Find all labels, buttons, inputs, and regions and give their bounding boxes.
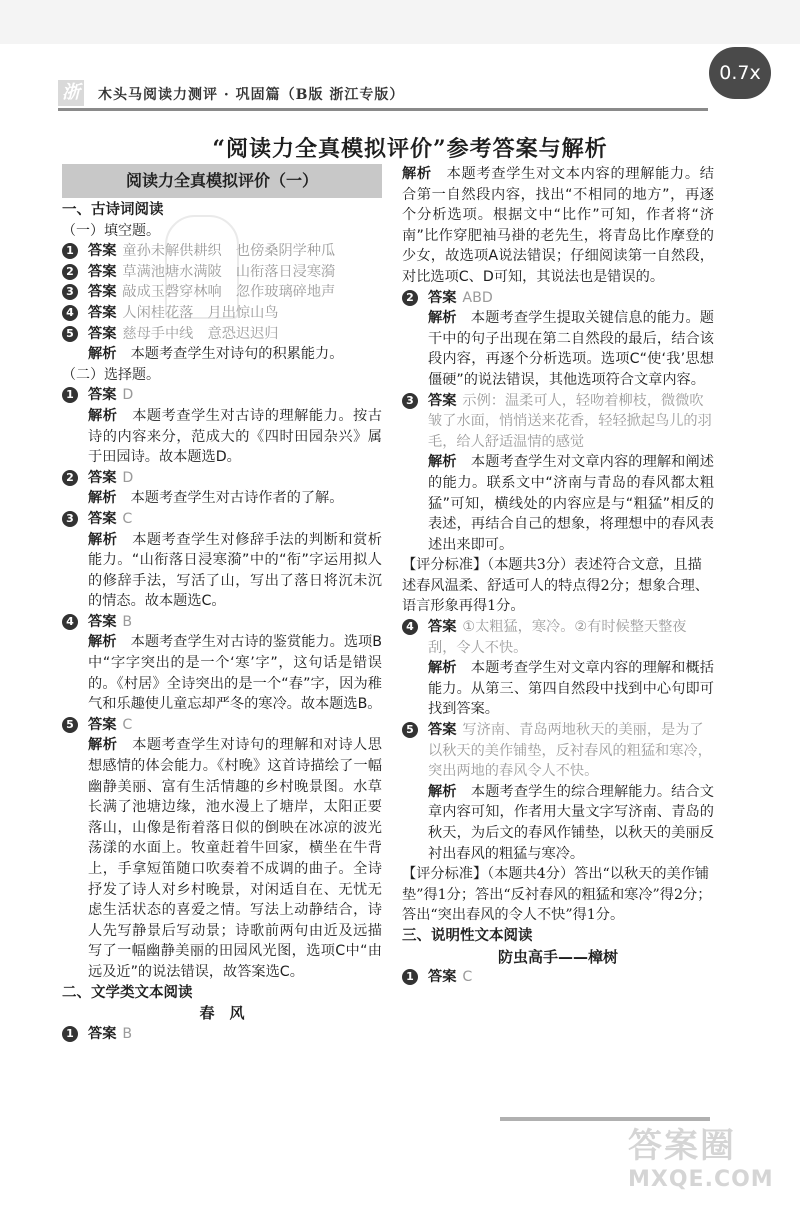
choice-explanation-3: 解析 本题考查学生对修辞手法的判断和赏析能力。“山衔落日浸寒漪”中的“衔”字运用拟人的修辞手法，写活了山，写出了落日将沉未沉的情态。故本题选C。 [88,531,382,610]
section-heading-expository: 三、说明性文本阅读 [402,927,533,944]
left-column [62,164,382,1044]
choice-item-2: 2 答案 D [62,468,382,489]
top-bar [0,0,800,44]
choice-explanation-1: 解析 本题考查学生对古诗的理解能力。按古诗的内容来分，范成大的《四时田园杂兴》属于田园诗。故本题选D。 [88,407,382,466]
choice-explanation-2: 解析 本题考查学生对古诗作者的了解。 [88,490,344,507]
fill-item-4: 4 答案 人闲桂花落 月出惊山鸟 [62,303,382,324]
subsection-fill-blank: （一）填空题。 [62,222,160,239]
fill-item-3: 3 答案 敲成玉磬穿林响 忽作玻璃碎地声 [62,282,382,303]
article-answer-1: 1 答案 B [62,1024,382,1045]
series-title: 木头马阅读力测评 · 巩固篇（B版 浙江专版） [98,87,405,103]
answer-item-3: 3 答案 示例：温柔可人，轻吻着柳枝，微微吹皱了水面，悄悄送来花香，轻轻掀起鸟儿的羽毛，给人舒适温情的感觉 [402,391,714,453]
subsection-choice: （二）选择题。 [62,366,160,383]
article-title-zhangshu: 防虫高手——樟树 [497,947,618,966]
fill-item-2: 2 答案 草满池塘水满陂 山衔落日浸寒漪 [62,262,382,283]
explanation-3: 解析 本题考查学生对文章内容的理解和阐述的能力。联系文中“济南与青岛的春风都太粗猛”可知，横线处的内容应是与“粗猛”相反的表述，再结合自己的想象，将理想中的春风表述出来即可。 [428,454,714,553]
scoring-standard-5: 【评分标准】（本题共4分）答出“以秋天的美作铺垫”得1分；答出“反衬春风的粗猛和寒冷”得2分；答出“突出春风的令人不快”得1分。 [402,866,712,924]
explanation-2: 解析 本题考查学生提取关键信息的能力。题干中的句子出现在第二自然段的最后，结合该段内容，再逐个分析选项。选项C“使‘我’思想僵硬”的说法错误，其他选项符合文章内容。 [428,310,714,388]
section-heading-poetry: 一、古诗词阅读 [62,202,164,218]
choice-item-4: 4 答案 B [62,612,382,633]
section-heading-literature: 二、文学类文本阅读 [62,984,193,1001]
section-banner: 阅读力全真模拟评价（一） [62,164,382,198]
watermark-logo-text: 答案圈 [628,1126,736,1166]
explanation-5: 解析 本题考查学生的综合理解能力。结合文章内容可知，作者用大量文字写济南、青岛的秋天，为后文的春风作铺垫，以秋天的美丽反衬出春风的粗猛与寒冷。 [428,783,714,862]
choice-item-3: 3 答案 C [62,509,382,530]
answer-item-2: 2 答案 ABD [402,288,714,309]
fill-item-1: 1 答案 童孙未解供耕织 也傍桑阴学种瓜 [62,241,382,262]
article-answer-1-right: 1 答案 C [402,967,714,988]
fill-explanation: 解析 本题考查学生对诗句的积累能力。 [88,346,344,363]
choice-explanation-5: 解析 本题考查学生对诗句的理解和对诗人思想感情的体会能力。《村晚》这首诗描绘了一幅幽静美丽、富有生活情趣的乡村晚景图。水草长满了池塘边缘，池水漫上了塘岸，太阳正要落山，山像是衔着落日似的倒映在冰凉的波光荡漾的水面上。牧童赶着牛回家，横坐在牛背上，手拿短笛随口吹奏着不成调的曲子。全诗抒发了诗人对乡村晚景，对闲适自在、无忧无虑生活状态的喜爱之情。写法上动静结合，诗人先写静景后写动景；诗歌前两句由近及远描写了一幅幽静美丽的田园风光图，选项C中“由远及近”的说法错误，故答案选C。 [88,737,382,980]
choice-explanation-4: 解析 本题考查学生对古诗的鉴赏能力。选项B中“字字突出的是一个‘寒’字”，这句话是错误的。《村居》全诗突出的是一个“春”字，因为稚气和乐趣使儿童忘却严冬的寒冷。故本题选B。 [88,634,382,713]
page-title: “阅读力全真模拟评价”参考答案与解析 [212,136,608,162]
fill-item-5: 5 答案 慈母手中线 意恐迟迟归 [62,324,382,345]
site-watermark [628,1118,788,1208]
answer-item-4: 4 答案 ①太粗猛，寒冷。②有时候整天整夜刮，令人不快。 [402,617,714,658]
watermark-url: MXQE.COM [628,1167,774,1192]
scoring-standard-3: 【评分标准】（本题共3分）表述符合文意，且描述春风温柔、舒适可人的特点得2分；想象合理、语言形象再得1分。 [402,557,709,615]
choice-item-5: 5 答案 C [62,715,382,736]
choice-item-1: 1 答案 D [62,385,382,406]
series-logo: 浙 [58,80,84,106]
answer-item-5: 5 答案 写济南、青岛两地秋天的美丽，是为了以秋天的美作铺垫，反衬春风的粗猛和寒冷，突出两地的春风令人不快。 [402,720,714,782]
q1-explanation: 解析 本题考查学生对文本内容的理解能力。结合第一自然段内容，找出“不相同的地方”，再逐个分析选项。根据文中“比作”可知，作者将“济南”比作穿肥袖马褂的老先生，将青岛比作摩登的少女，故选项A说法错误；仔细阅读第一自然段，对比选项C、D可知，其说法也是错误的。 [402,166,714,285]
article-title-chunfeng: 春 风 [199,1004,245,1023]
page-header [58,80,708,111]
zoom-level-badge[interactable]: 0.7x [709,47,771,99]
explanation-4: 解析 本题考查学生对文章内容的理解和概括能力。从第三、第四自然段中找到中心句即可找到答案。 [428,660,714,718]
right-column [402,164,714,988]
